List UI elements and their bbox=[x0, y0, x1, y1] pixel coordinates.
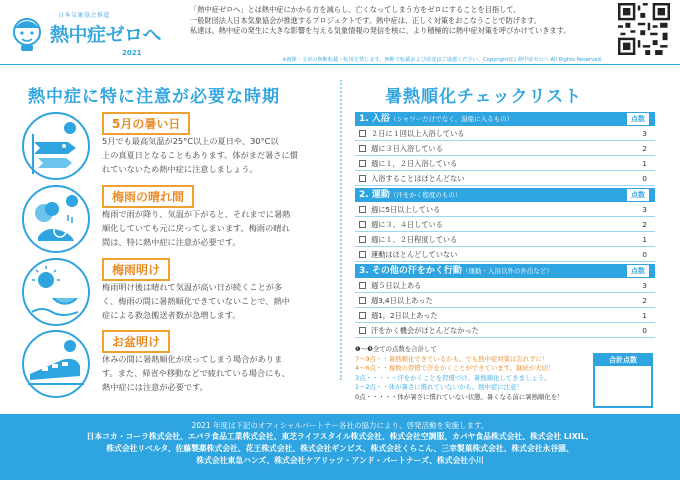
checklist-row[interactable] bbox=[355, 232, 655, 247]
train-icon bbox=[22, 330, 90, 398]
divider bbox=[0, 64, 680, 65]
partner-line: 株式会社リベルタ、佐藤製薬株式会社、花王株式会社、株式会社ギンビス、株式会社くらこん、三幸製菓株式会社、株式会社永谷園、 bbox=[106, 444, 574, 453]
logo[interactable] bbox=[10, 6, 160, 58]
checkbox[interactable] bbox=[359, 282, 366, 289]
intro-line: 一般財団法人日本気象協会が推進するプロジェクトです。熱中症は、正しく対策をおこなうことで防げます。 bbox=[190, 15, 541, 25]
checklist-row[interactable] bbox=[355, 141, 655, 156]
footer bbox=[0, 414, 680, 480]
total-score-box[interactable] bbox=[593, 353, 653, 408]
checklist-row[interactable] bbox=[355, 308, 655, 323]
checkbox[interactable] bbox=[359, 175, 366, 182]
checkbox[interactable] bbox=[359, 206, 366, 213]
period-label: お盆明け bbox=[102, 330, 170, 353]
period-line: 症による救急搬送者数が急増します。 bbox=[102, 310, 241, 320]
period-line: 梅雨で雨が降り、気温が下がると、それまでに暑熱 bbox=[102, 209, 291, 219]
period-line: 5月でも最高気温が25°C以上の夏日や、30°C以 bbox=[102, 136, 279, 146]
qr-code-icon[interactable] bbox=[618, 3, 670, 55]
checklist-row[interactable] bbox=[355, 247, 655, 262]
row-points: 2 bbox=[642, 220, 647, 229]
row-points: 2 bbox=[642, 296, 647, 305]
section-title: 3. その他の汗をかく行動 bbox=[359, 266, 462, 276]
checklist-row[interactable] bbox=[355, 126, 655, 141]
row-label: 運動はほとんどしていない bbox=[371, 250, 458, 259]
right-heading: 暑熱順化チェックリスト bbox=[385, 87, 583, 107]
sun-watermelon-icon bbox=[22, 258, 90, 326]
row-points: 1 bbox=[642, 311, 647, 320]
period-label: 5月の暑い日 bbox=[102, 112, 190, 135]
row-label: 週に３日入浴している bbox=[371, 144, 443, 153]
period-description bbox=[102, 352, 334, 394]
section-header bbox=[355, 188, 655, 202]
note-line: 0点・・・・・体が暑さに慣れていない状態。暑くなる前に暑熱順化を！ bbox=[355, 392, 564, 401]
period-line: 梅雨明け後は晴れて気温が高い日が続くことが多 bbox=[102, 282, 283, 292]
row-points: 2 bbox=[642, 144, 647, 153]
points-header: 点数 bbox=[627, 189, 649, 201]
checklist-row[interactable] bbox=[355, 156, 655, 171]
row-label: 汗をかく機会がほとんどなかった bbox=[371, 326, 479, 335]
note-line: 3点・・・・・汗をかくことを習慣づけ、暑熱順化してきましょう。 bbox=[355, 373, 551, 382]
scoring-notes bbox=[355, 345, 585, 402]
row-points: 1 bbox=[642, 235, 647, 244]
row-label: 週に１，２日入浴している bbox=[371, 159, 458, 168]
checklist-row[interactable] bbox=[355, 293, 655, 308]
logo-title: 熱中症ゼロへ bbox=[50, 24, 162, 46]
checkbox[interactable] bbox=[359, 327, 366, 334]
section-exercise bbox=[355, 188, 655, 262]
left-heading: 熱中症に特に注意が必要な時期 bbox=[28, 87, 280, 107]
row-label: 週1，2日以上あった bbox=[371, 311, 438, 320]
copyright-text: ※画像・文章の無断転載・転用を禁じます。無断で転載および改変はご遠慮ください。Copyright(C) 熱中症ゼロへ All Rights Reserved. bbox=[282, 57, 603, 63]
koinobori-icon bbox=[22, 112, 90, 180]
checklist-row[interactable] bbox=[355, 171, 655, 186]
logo-year: 2021 bbox=[122, 49, 142, 57]
section-header bbox=[355, 264, 655, 278]
total-score-label: 合計点数 bbox=[595, 355, 651, 366]
checkbox[interactable] bbox=[359, 160, 366, 167]
period-description bbox=[102, 280, 334, 322]
row-label: 週に5日以上している bbox=[371, 205, 441, 214]
section-bath bbox=[355, 112, 655, 186]
section-title: 2. 運動 bbox=[359, 190, 390, 200]
period-line: 熱中症には注意が必要です。 bbox=[102, 382, 208, 392]
row-label: 週に１、２日程度している bbox=[371, 235, 458, 244]
period-line: 休みの間に暑熱順化が戻ってしまう場合がありま bbox=[102, 354, 283, 364]
points-header: 点数 bbox=[627, 113, 649, 125]
footer-lead: 2021 年度は下記のオフィシャルパートナー各社の協力により、啓発活動を実施します。 bbox=[191, 421, 489, 430]
row-points: 3 bbox=[642, 281, 647, 290]
page-header bbox=[0, 0, 680, 62]
note-line: 7〜9点・・暑熱順化できているかも。でも熱中症対策は忘れずに！ bbox=[355, 354, 549, 363]
checklist-row[interactable] bbox=[355, 202, 655, 217]
checkbox[interactable] bbox=[359, 221, 366, 228]
row-label: 週に３、４日している bbox=[371, 220, 443, 229]
section-sweat-activity bbox=[355, 264, 655, 338]
section-title: 1. 入浴 bbox=[359, 114, 390, 124]
row-points: 0 bbox=[642, 326, 647, 335]
checkbox[interactable] bbox=[359, 236, 366, 243]
period-description bbox=[102, 207, 334, 249]
checkbox[interactable] bbox=[359, 297, 366, 304]
section-subtitle: （汗をかく程度のもの） bbox=[389, 191, 462, 199]
period-description bbox=[102, 134, 334, 176]
row-points: 3 bbox=[642, 129, 647, 138]
checkbox[interactable] bbox=[359, 145, 366, 152]
note-line: 1〜2点・・体が暑さに慣れていないかも。熱中症に注意！ bbox=[355, 383, 523, 391]
checklist-row[interactable] bbox=[355, 217, 655, 232]
row-label: ２日に１回以上入浴している bbox=[371, 129, 465, 138]
row-points: 1 bbox=[642, 159, 647, 168]
checkbox[interactable] bbox=[359, 130, 366, 137]
partner-line: 株式会社東急ハンズ、株式会社ケアリッツ・アンド・パートナーズ、株式会社小川 bbox=[196, 456, 484, 465]
section-header bbox=[355, 112, 655, 126]
row-points: 0 bbox=[642, 250, 647, 259]
mascot-icon bbox=[10, 14, 44, 52]
period-line: れていないため熱中症に注意しましょう。 bbox=[102, 164, 258, 174]
intro-line: 「熱中症ゼロへ」とは熱中症にかかる方を減らし、亡くなってしまう方をゼロにすることを目指して、 bbox=[190, 5, 521, 14]
row-points: 0 bbox=[642, 174, 647, 183]
intro-text bbox=[190, 5, 610, 37]
row-label: 週５日以上ある bbox=[371, 281, 422, 290]
section-subtitle: （運動・入浴以外の外出など） bbox=[461, 267, 553, 275]
period-line: 間は、特に熱中症に注意が必要です。 bbox=[102, 237, 241, 247]
period-label: 梅雨の晴れ間 bbox=[102, 185, 194, 208]
section-subtitle: （シャワーだけでなく、湯船に入るもの） bbox=[389, 115, 514, 123]
hydrangea-snail-icon bbox=[22, 185, 90, 253]
checklist-row[interactable] bbox=[355, 278, 655, 293]
partner-line: 日本コカ・コーラ株式会社、エバラ食品工業株式会社、東芝ライフスタイル株式会社、株式会社空調服、カバヤ食品株式会社、株式会社 LIXIL、 bbox=[86, 432, 594, 441]
period-line: す。また、帰省や移動などで疲れている場合にも、 bbox=[102, 368, 290, 378]
intro-line: 私達は、熱中症の発生に大きな影響を与える気象情報の発信を核に、より積極的に熱中症対策を呼びかけていきます。 bbox=[190, 26, 571, 35]
note-line: 4〜6点・・複数の習慣で汗をかくことができています。継続が大切！ bbox=[355, 364, 555, 372]
points-header: 点数 bbox=[627, 265, 649, 277]
logo-org: 日本気象協会推進 bbox=[58, 12, 111, 19]
period-line: 上の真夏日となることもあります。体がまだ暑さに慣 bbox=[102, 150, 298, 160]
period-line: く、梅雨の間に暑熱順化できていないことで、熱中 bbox=[102, 296, 290, 306]
period-label: 梅雨明け bbox=[102, 258, 170, 281]
column-divider bbox=[340, 80, 342, 380]
checkbox[interactable] bbox=[359, 251, 366, 258]
row-label: 週3,4日以上あった bbox=[371, 296, 433, 305]
note-line: ❶〜❸全ての点数を合計して bbox=[355, 345, 437, 353]
row-points: 3 bbox=[642, 205, 647, 214]
checkbox[interactable] bbox=[359, 312, 366, 319]
row-label: 入浴することはほとんどない bbox=[371, 174, 465, 183]
checklist-row[interactable] bbox=[355, 323, 655, 338]
period-line: 順化していても元に戻ってしまいます。梅雨の晴れ bbox=[102, 223, 290, 233]
